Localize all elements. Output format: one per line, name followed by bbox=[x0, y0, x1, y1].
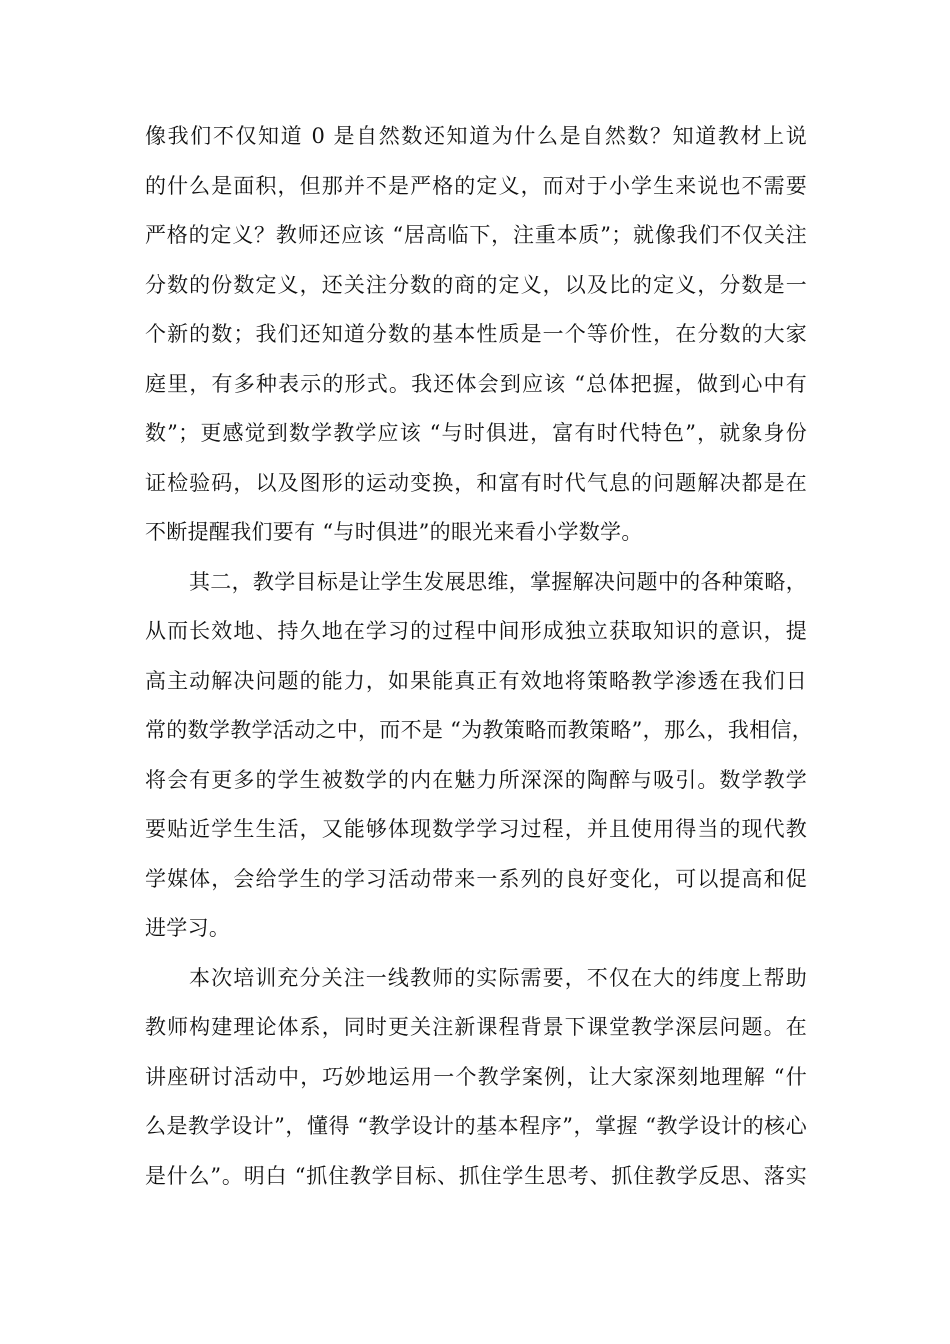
text-line: 进学习。 bbox=[145, 916, 231, 940]
text-line: 常的数学教学活动之中，而不是 “为教策略而教策略”，那么，我相信， bbox=[145, 718, 814, 742]
text-line: 从而长效地、持久地在学习的过程中间形成独立获取知识的意识，提 bbox=[145, 619, 807, 643]
text-line: 庭里，有多种表示的形式。我还体会到应该 “总体把握，做到心中有 bbox=[145, 371, 807, 396]
text-line: 不断提醒我们要有 “与时俱进”的眼光来看小学数学。 bbox=[145, 520, 643, 544]
text-line: 教师构建理论体系，同时更关注新课程背景下课堂教学深层问题。在 bbox=[145, 1015, 807, 1039]
text-line: 严格的定义？教师还应该 “居高临下，注重本质”；就像我们不仅关注 bbox=[145, 223, 807, 247]
text-line: 本次培训充分关注一线教师的实际需要，不仅在大的纬度上帮助 bbox=[189, 965, 807, 990]
document-body bbox=[145, 112, 814, 1201]
text-line: 要贴近学生生活，又能够体现数学学习过程，并且使用得当的现代教 bbox=[145, 817, 807, 841]
text-line: 是什么”。明白 “抓住教学目标、抓住学生思考、抓住教学反思、落实 bbox=[145, 1163, 807, 1188]
text-line: 将会有更多的学生被数学的内在魅力所深深的陶醉与吸引。数学教学 bbox=[145, 767, 807, 792]
text-line: 其二，教学目标是让学生发展思维，掌握解决问题中的各种策略， bbox=[189, 569, 807, 594]
text-line: 讲座研讨活动中，巧妙地运用一个教学案例，让大家深刻地理解 “什 bbox=[145, 1064, 807, 1089]
text-line: 么是教学设计”，懂得 “教学设计的基本程序”，掌握 “教学设计的核心 bbox=[145, 1114, 807, 1138]
text-line: 的什么是面积，但那并不是严格的定义，而对于小学生来说也不需要 bbox=[145, 173, 807, 198]
text-line: 个新的数；我们还知道分数的基本性质是一个等价性，在分数的大家 bbox=[145, 322, 807, 346]
text-line: 像我们不仅知道 0 是自然数还知道为什么是自然数？知道教材上说 bbox=[145, 124, 807, 148]
text-line: 分数的份数定义，还关注分数的商的定义，以及比的定义，分数是一 bbox=[145, 272, 807, 297]
text-line: 数”；更感觉到数学教学应该 “与时俱进，富有时代特色”，就象身份 bbox=[145, 421, 807, 445]
text-line: 证检验码，以及图形的运动变换，和富有时代气息的问题解决都是在 bbox=[145, 470, 807, 495]
text-line: 高主动解决问题的能力，如果能真正有效地将策略教学渗透在我们日 bbox=[145, 668, 807, 693]
text-line: 学媒体，会给学生的学习活动带来一系列的良好变化，可以提高和促 bbox=[145, 866, 807, 891]
